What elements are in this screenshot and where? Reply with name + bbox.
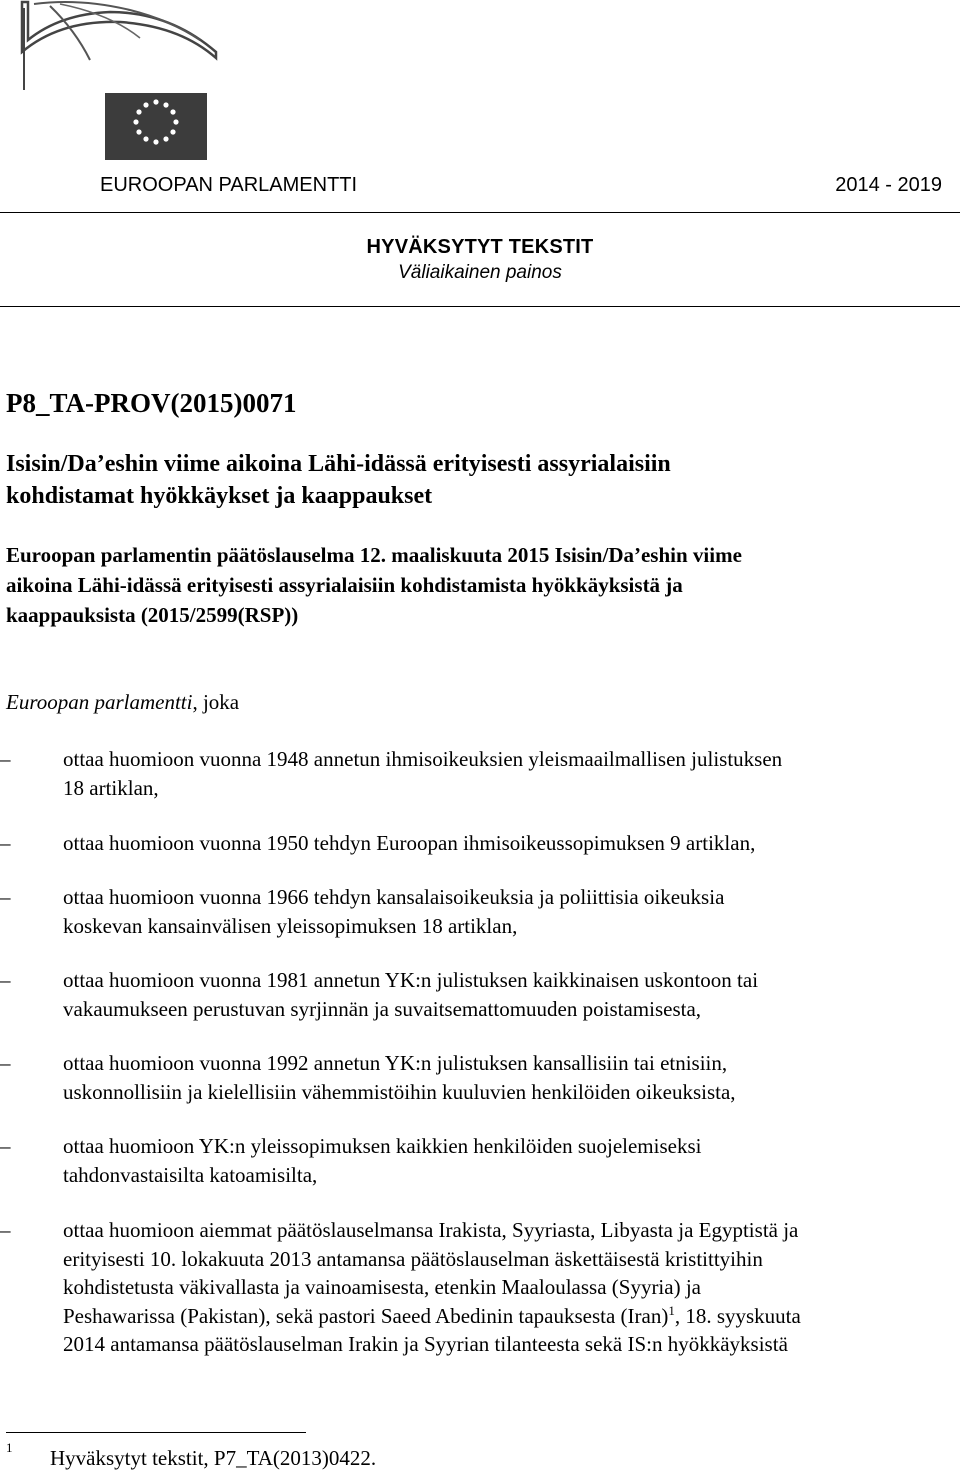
item-line: ottaa huomioon aiemmat päätöslauselmansa Irakista, Syyriasta, Libyasta ja Egyptistä ja (63, 1218, 799, 1242)
item-line: uskonnollisiin ja kielellisiin vähemmistöihin kuuluvien henkilöiden oikeuksista, (63, 1079, 736, 1104)
item-line-part: Peshawarissa (Pakistan), sekä pastori Saeed Abedinin tapauksesta (Iran) (63, 1303, 669, 1328)
resolution-line: kaappauksista (2015/2599(RSP)) (6, 603, 299, 627)
list-item (0, 1132, 945, 1189)
footnote-ref[interactable]: 1 (668, 1302, 675, 1318)
item-line: ottaa huomioon vuonna 1981 annetun YK:n julistuksen kaikkinaisen uskontoon tai (63, 968, 759, 992)
resolution-line: Euroopan parlamentin päätöslauselma 12. maaliskuuta 2015 Isisin/Da’eshin viime (6, 543, 742, 567)
list-item (0, 883, 945, 940)
section-divider (0, 306, 960, 307)
european-parliament-logo-icon (20, 0, 225, 165)
dash-bullet: – (0, 747, 11, 771)
item-line-part: , 18. syyskuuta (674, 1303, 801, 1328)
item-line: ottaa huomioon vuonna 1966 tehdyn kansalaisoikeuksia ja poliittisia oikeuksia (63, 885, 725, 909)
document-title (6, 448, 936, 512)
list-item (0, 829, 945, 858)
item-line: vakaumukseen perustuvan syrjinnän ja suvaitsemattomuuden poistamisesta, (63, 996, 702, 1021)
edition-label: Väliaikainen painos (398, 262, 562, 283)
item-line: ottaa huomioon vuonna 1992 annetun YK:n julistuksen kansallisiin tai etnisiin, (63, 1051, 728, 1075)
list-item (0, 1049, 945, 1106)
item-line: koskevan kansainvälisen yleissopimuksen 18 artiklan, (63, 913, 518, 938)
document-type: HYVÄKSYTYT TEKSTIT (366, 236, 594, 258)
list-item (0, 966, 945, 1023)
list-item (0, 1216, 945, 1359)
org-name: EUROOPAN PARLAMENTTI (100, 174, 358, 196)
dash-bullet: – (0, 831, 11, 855)
list-item (0, 745, 945, 802)
lead-subject: Euroopan parlamentti (6, 690, 193, 714)
lead-rest: , joka (192, 690, 240, 714)
footnote-number: 1 (6, 1440, 13, 1455)
item-line: ottaa huomioon vuonna 1948 annetun ihmisoikeuksien yleismaailmallisen julistuksen (63, 747, 783, 771)
document-reference: P8_TA-PROV(2015)0071 (6, 388, 297, 418)
title-line: Isisin/Da’eshin viime aikoina Lähi-idässä erityisesti assyrialaisiin (6, 451, 671, 477)
parliament-term: 2014 - 2019 (835, 174, 942, 196)
resolution-line: aikoina Lähi-idässä erityisesti assyrialaisiin kohdistamista hyökkäyksistä ja (6, 573, 683, 597)
dash-bullet: – (0, 968, 11, 992)
footnote-text: Hyväksytyt tekstit, P7_TA(2013)0422. (50, 1446, 377, 1470)
footnote-divider (6, 1432, 306, 1433)
item-line: erityisesti 10. lokakuuta 2013 antamansa päätöslauselman äskettäisestä kristittyihin (63, 1246, 763, 1271)
item-line: ottaa huomioon vuonna 1950 tehdyn Euroopan ihmisoikeussopimuksen 9 artiklan, (63, 831, 756, 855)
header-divider (0, 212, 960, 213)
resolution-heading (6, 540, 946, 630)
document-header (100, 174, 942, 197)
item-line: 2014 antamansa päätöslauselman Irakin ja Syyrian tilanteesta sekä IS:n hyökkäyksistä (63, 1332, 788, 1356)
dash-bullet: – (0, 1051, 11, 1075)
item-line: kohdistetusta väkivallasta ja vainoamisesta, etenkin Maaloulassa (Syyria) ja (63, 1275, 701, 1299)
item-line: 18 artiklan, (63, 775, 159, 800)
item-line: ottaa huomioon YK:n yleissopimuksen kaikkien henkilöiden suojelemiseksi (63, 1134, 702, 1158)
dash-bullet: – (0, 1134, 11, 1158)
item-line: tahdonvastaisilta katoamisilta, (63, 1162, 318, 1187)
item-line (63, 1302, 945, 1331)
lead-clause (6, 690, 239, 715)
dash-bullet: – (0, 885, 11, 909)
title-line: kohdistamat hyökkäykset ja kaappaukset (6, 483, 433, 509)
dash-bullet: – (0, 1218, 11, 1242)
